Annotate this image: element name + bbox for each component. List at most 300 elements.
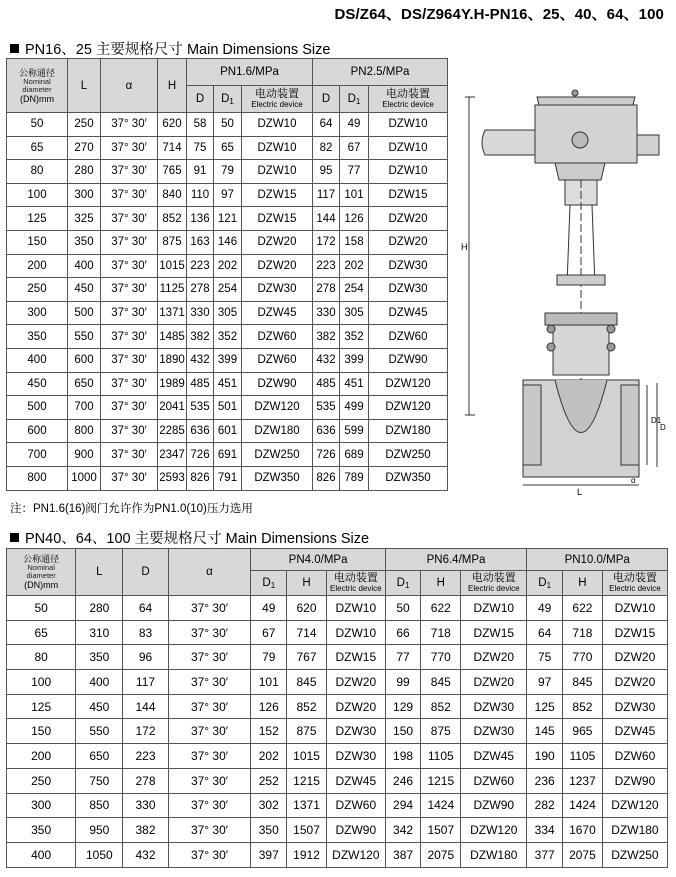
- table2-cell: 770: [563, 645, 603, 670]
- section2-title-text: PN40、64、100 主要规格尺寸 Main Dimensions Size: [25, 531, 370, 547]
- table1-cell: DZW120: [369, 396, 448, 420]
- table1-cell: 37° 30′: [101, 183, 158, 207]
- table1-cell: DZW15: [242, 207, 313, 231]
- table1-cell: 126: [340, 207, 369, 231]
- header-group-pn25: PN2.5/MPa: [313, 59, 448, 86]
- header-L: L: [76, 549, 123, 596]
- table1-cell: 800: [7, 466, 68, 490]
- table2-cell: 65: [7, 620, 76, 645]
- label-D1: D1: [651, 416, 662, 425]
- table2-cell: 387: [385, 842, 421, 867]
- table2-cell: 852: [421, 694, 461, 719]
- table2-cell: 37° 30′: [168, 818, 251, 843]
- table2-cell: 246: [385, 768, 421, 793]
- table2-cell: DZW120: [461, 818, 527, 843]
- header-nominal-diameter: 公称通径 Nominal diameter (DN)mm: [7, 549, 76, 596]
- table2-cell: 97: [527, 670, 563, 695]
- table1-cell: DZW180: [369, 419, 448, 443]
- table2-cell: 342: [385, 818, 421, 843]
- table1-cell: 451: [340, 372, 369, 396]
- table-row: [7, 325, 448, 349]
- table2-cell: 126: [251, 694, 287, 719]
- table1-cell: 49: [340, 113, 369, 137]
- table1-cell: 450: [7, 372, 68, 396]
- table2-cell: 49: [527, 596, 563, 621]
- table1-cell: 485: [313, 372, 340, 396]
- table2-cell: 37° 30′: [168, 620, 251, 645]
- table1-cell: 2347: [158, 443, 187, 467]
- table2-cell: 67: [251, 620, 287, 645]
- table1-cell: 382: [187, 325, 214, 349]
- table2-cell: 350: [76, 645, 123, 670]
- table1-cell: 37° 30′: [101, 325, 158, 349]
- table2-cell: 64: [123, 596, 168, 621]
- table1-cell: DZW250: [242, 443, 313, 467]
- table1-cell: 600: [68, 348, 101, 372]
- table1-cell: 110: [187, 183, 214, 207]
- table2-cell: 1507: [421, 818, 461, 843]
- table2-cell: 250: [7, 768, 76, 793]
- table1-cell: 636: [313, 419, 340, 443]
- table2-cell: 117: [123, 670, 168, 695]
- table1-cell: 37° 30′: [101, 160, 158, 184]
- table1-cell: 50: [214, 113, 242, 137]
- table2-cell: 64: [527, 620, 563, 645]
- table1-cell: 65: [7, 136, 68, 160]
- table1-cell: 58: [187, 113, 214, 137]
- table1-cell: 250: [68, 113, 101, 137]
- header-H: H: [563, 571, 603, 596]
- table1-cell: 278: [313, 278, 340, 302]
- table1-cell: 535: [187, 396, 214, 420]
- table1-cell: 270: [68, 136, 101, 160]
- table2-cell: DZW20: [602, 670, 667, 695]
- table2-cell: DZW15: [602, 620, 667, 645]
- header-group-pn100: PN10.0/MPa: [527, 549, 668, 571]
- table1-cell: DZW30: [369, 254, 448, 278]
- table2-cell: DZW90: [461, 793, 527, 818]
- table2-cell: 767: [287, 645, 327, 670]
- table1-cell: DZW60: [242, 325, 313, 349]
- table1-cell: DZW45: [242, 301, 313, 325]
- table2-cell: 75: [527, 645, 563, 670]
- table1-cell: 202: [214, 254, 242, 278]
- table1-cell: DZW10: [242, 160, 313, 184]
- table1-cell: 875: [158, 230, 187, 254]
- table2-cell: DZW45: [461, 744, 527, 769]
- table2-cell: DZW20: [461, 645, 527, 670]
- table1-cell: 77: [340, 160, 369, 184]
- table2-cell: 965: [563, 719, 603, 744]
- table2-cell: 172: [123, 719, 168, 744]
- table1-cell: 64: [313, 113, 340, 137]
- table1-cell: 80: [7, 160, 68, 184]
- table2-cell: 50: [385, 596, 421, 621]
- table1-cell: DZW20: [369, 207, 448, 231]
- table-row: [7, 372, 448, 396]
- table2-cell: 875: [287, 719, 327, 744]
- table2-cell: DZW30: [602, 694, 667, 719]
- table2-cell: 400: [76, 670, 123, 695]
- header-D1: $D_1$: [385, 571, 421, 596]
- table2-cell: 37° 30′: [168, 694, 251, 719]
- table1-cell: 37° 30′: [101, 396, 158, 420]
- table2-cell: 1670: [563, 818, 603, 843]
- table2-cell: 1050: [76, 842, 123, 867]
- table1-cell: 50: [7, 113, 68, 137]
- table1-cell: 1890: [158, 348, 187, 372]
- table-row: [7, 419, 448, 443]
- table-row: [7, 207, 448, 231]
- table1-cell: 136: [187, 207, 214, 231]
- table1-cell: DZW60: [369, 325, 448, 349]
- table2-cell: 845: [421, 670, 461, 695]
- table1-cell: 791: [214, 466, 242, 490]
- table1-cell: 65: [214, 136, 242, 160]
- table1-cell: 451: [214, 372, 242, 396]
- table2-cell: DZW10: [602, 596, 667, 621]
- table2-cell: 125: [527, 694, 563, 719]
- table2-cell: 432: [123, 842, 168, 867]
- table1-cell: 826: [187, 466, 214, 490]
- table2-cell: 37° 30′: [168, 793, 251, 818]
- table1-cell: 840: [158, 183, 187, 207]
- table1-cell: 400: [7, 348, 68, 372]
- table1-cell: 254: [214, 278, 242, 302]
- table2-cell: 377: [527, 842, 563, 867]
- table1-cell: 300: [7, 301, 68, 325]
- table-row: [7, 620, 668, 645]
- table2-cell: 1215: [421, 768, 461, 793]
- table-row: [7, 183, 448, 207]
- table2-cell: 79: [251, 645, 287, 670]
- table2-cell: 198: [385, 744, 421, 769]
- motor-shape: [482, 130, 535, 155]
- table1-cell: 714: [158, 136, 187, 160]
- table2-cell: 1105: [563, 744, 603, 769]
- table1-cell: 352: [340, 325, 369, 349]
- header-D: D: [313, 86, 340, 113]
- table2-cell: 310: [76, 620, 123, 645]
- table2-cell: 125: [7, 694, 76, 719]
- header-D1: $D_1$: [527, 571, 563, 596]
- table2-cell: 850: [76, 793, 123, 818]
- table1-cell: DZW30: [369, 278, 448, 302]
- header-electric-device: 电动装置 Electric device: [369, 86, 448, 113]
- table2-cell: 334: [527, 818, 563, 843]
- table2-cell: DZW20: [602, 645, 667, 670]
- table-row: [7, 113, 448, 137]
- table2-cell: 145: [527, 719, 563, 744]
- table2-cell: DZW20: [326, 694, 385, 719]
- table2-cell: DZW15: [461, 620, 527, 645]
- table-row: [7, 301, 448, 325]
- table2-cell: 282: [527, 793, 563, 818]
- table1-cell: 330: [313, 301, 340, 325]
- handwheel-shape: [537, 97, 635, 105]
- header-H: H: [421, 571, 461, 596]
- table2-cell: DZW250: [602, 842, 667, 867]
- table1-cell: 250: [7, 278, 68, 302]
- table2-cell: 397: [251, 842, 287, 867]
- table2-cell: 1371: [287, 793, 327, 818]
- table2-cell: 144: [123, 694, 168, 719]
- table2-cell: 96: [123, 645, 168, 670]
- table1-cell: 37° 30′: [101, 443, 158, 467]
- table1-cell: 254: [340, 278, 369, 302]
- table1-cell: 158: [340, 230, 369, 254]
- table-row: [7, 278, 448, 302]
- header-D1: $D_1$: [214, 86, 242, 113]
- table2-cell: DZW10: [326, 620, 385, 645]
- table1-cell: 97: [214, 183, 242, 207]
- table1-cell: 150: [7, 230, 68, 254]
- table2-cell: 150: [7, 719, 76, 744]
- table2-cell: 350: [7, 818, 76, 843]
- table2-cell: 129: [385, 694, 421, 719]
- table1-cell: 500: [68, 301, 101, 325]
- table2-cell: 152: [251, 719, 287, 744]
- table2-cell: 382: [123, 818, 168, 843]
- table-row: [7, 793, 668, 818]
- header-D1: $D_1$: [251, 571, 287, 596]
- gate-valve-drawing: [455, 85, 670, 497]
- table2-cell: DZW60: [461, 768, 527, 793]
- table1-cell: DZW20: [242, 254, 313, 278]
- table2-cell: 1105: [421, 744, 461, 769]
- table2-cell: DZW15: [326, 645, 385, 670]
- table1-cell: DZW90: [369, 348, 448, 372]
- table1-cell: 500: [7, 396, 68, 420]
- table1-cell: DZW10: [369, 113, 448, 137]
- table1-cell: DZW45: [369, 301, 448, 325]
- table1-cell: 278: [187, 278, 214, 302]
- table1-cell: 280: [68, 160, 101, 184]
- table2-cell: 50: [7, 596, 76, 621]
- table-row: [7, 466, 448, 490]
- table-row: [7, 818, 668, 843]
- table1-cell: 485: [187, 372, 214, 396]
- table1-cell: 82: [313, 136, 340, 160]
- table1-cell: 789: [340, 466, 369, 490]
- table1-cell: 101: [340, 183, 369, 207]
- table1-cell: 599: [340, 419, 369, 443]
- table1-cell: 325: [68, 207, 101, 231]
- table1-cell: 2041: [158, 396, 187, 420]
- table2-cell: 550: [76, 719, 123, 744]
- table1-cell: 700: [7, 443, 68, 467]
- table2-cell: 302: [251, 793, 287, 818]
- table-row: [7, 160, 448, 184]
- table2-cell: 80: [7, 645, 76, 670]
- table1-cell: 305: [214, 301, 242, 325]
- table1-cell: 382: [313, 325, 340, 349]
- table1-cell: 144: [313, 207, 340, 231]
- table1-cell: 37° 30′: [101, 348, 158, 372]
- label-H: H: [461, 242, 468, 252]
- table2-cell: 1507: [287, 818, 327, 843]
- section1-title-text: PN16、25 主要规格尺寸 Main Dimensions Size: [25, 42, 331, 58]
- table1-cell: 826: [313, 466, 340, 490]
- table2-cell: 770: [421, 645, 461, 670]
- table1-cell: 600: [7, 419, 68, 443]
- table2-cell: 1215: [287, 768, 327, 793]
- header-electric-device: 电动装置 Electric device: [326, 571, 385, 596]
- header-group-pn40: PN4.0/MPa: [251, 549, 385, 571]
- table2-cell: 252: [251, 768, 287, 793]
- label-L: L: [577, 487, 583, 497]
- header-L: L: [68, 59, 101, 113]
- table1-cell: 202: [340, 254, 369, 278]
- table1-cell: 37° 30′: [101, 466, 158, 490]
- table1-cell: DZW120: [369, 372, 448, 396]
- table1-cell: 1485: [158, 325, 187, 349]
- table2-cell: 1015: [287, 744, 327, 769]
- table1-cell: 2593: [158, 466, 187, 490]
- header-electric-device: 电动装置 Electric device: [461, 571, 527, 596]
- table2-cell: 300: [7, 793, 76, 818]
- table2-cell: DZW180: [461, 842, 527, 867]
- table1-cell: DZW60: [242, 348, 313, 372]
- table2-cell: 280: [76, 596, 123, 621]
- section2-title: [10, 527, 369, 548]
- table2-cell: 37° 30′: [168, 719, 251, 744]
- table1-cell: 1015: [158, 254, 187, 278]
- table1-cell: 37° 30′: [101, 301, 158, 325]
- table2-cell: DZW45: [326, 768, 385, 793]
- header-H: H: [158, 59, 187, 113]
- label-alpha: α: [631, 476, 636, 485]
- table1-cell: 691: [214, 443, 242, 467]
- page-title: DS/Z64、DS/Z964Y.H-PN16、25、40、64、100: [334, 6, 664, 23]
- table1-cell: DZW90: [242, 372, 313, 396]
- table1-cell: 450: [68, 278, 101, 302]
- table2-cell: 200: [7, 744, 76, 769]
- table1-cell: DZW20: [369, 230, 448, 254]
- table1-cell: DZW350: [369, 466, 448, 490]
- table-row: [7, 694, 668, 719]
- table1-cell: 223: [313, 254, 340, 278]
- table1-cell: DZW15: [242, 183, 313, 207]
- table1-cell: 100: [7, 183, 68, 207]
- table1-cell: 1000: [68, 466, 101, 490]
- table1-cell: 37° 30′: [101, 372, 158, 396]
- table2-cell: DZW30: [461, 719, 527, 744]
- header-D: D: [187, 86, 214, 113]
- table2-cell: 37° 30′: [168, 768, 251, 793]
- table2-cell: DZW120: [602, 793, 667, 818]
- table1-cell: 330: [187, 301, 214, 325]
- table-row: [7, 670, 668, 695]
- table2-cell: 37° 30′: [168, 842, 251, 867]
- table1-cell: 37° 30′: [101, 230, 158, 254]
- table2-cell: 620: [287, 596, 327, 621]
- table1-cell: 399: [214, 348, 242, 372]
- table2-cell: DZW30: [326, 744, 385, 769]
- header-alpha: α: [101, 59, 158, 113]
- table-row: [7, 443, 448, 467]
- table2-cell: 852: [563, 694, 603, 719]
- table2-cell: DZW60: [602, 744, 667, 769]
- header-group-pn64: PN6.4/MPa: [385, 549, 527, 571]
- table-row: [7, 719, 668, 744]
- table2-cell: 750: [76, 768, 123, 793]
- table-row: [7, 230, 448, 254]
- table2-cell: 852: [287, 694, 327, 719]
- table1-cell: 400: [68, 254, 101, 278]
- table1-cell: 350: [68, 230, 101, 254]
- table1-cell: 163: [187, 230, 214, 254]
- table2-cell: 845: [287, 670, 327, 695]
- table2-cell: 622: [421, 596, 461, 621]
- table1-cell: 535: [313, 396, 340, 420]
- table1-cell: DZW20: [242, 230, 313, 254]
- table2-cell: 845: [563, 670, 603, 695]
- table1-cell: DZW120: [242, 396, 313, 420]
- table2-cell: 400: [7, 842, 76, 867]
- table1-cell: 1125: [158, 278, 187, 302]
- table2-cell: DZW20: [326, 670, 385, 695]
- table1-cell: 37° 30′: [101, 207, 158, 231]
- table2-cell: 278: [123, 768, 168, 793]
- table2-cell: 450: [76, 694, 123, 719]
- header-D1: $D_1$: [340, 86, 369, 113]
- bullet-square-icon: [10, 533, 19, 542]
- table2-cell: 190: [527, 744, 563, 769]
- table-note: 注：PN1.6(16)阀门允许作为PN1.0(10)压力选用: [10, 503, 253, 515]
- table2-cell: 718: [421, 620, 461, 645]
- table2-cell: DZW180: [602, 818, 667, 843]
- table2-cell: 350: [251, 818, 287, 843]
- table2-cell: DZW45: [602, 719, 667, 744]
- table2-cell: DZW60: [326, 793, 385, 818]
- table1-cell: 37° 30′: [101, 136, 158, 160]
- table2-cell: 83: [123, 620, 168, 645]
- table1-cell: 499: [340, 396, 369, 420]
- table1-cell: 121: [214, 207, 242, 231]
- table2-cell: 622: [563, 596, 603, 621]
- table2-cell: 2075: [421, 842, 461, 867]
- header-electric-device: 电动装置 Electric device: [602, 571, 667, 596]
- dimensions-table-pn40-64-100: [6, 548, 668, 868]
- table2-cell: 37° 30′: [168, 596, 251, 621]
- header-D: D: [123, 549, 168, 596]
- table1-cell: 2285: [158, 419, 187, 443]
- dimensions-table-pn16-25: [6, 58, 448, 491]
- header-H: H: [287, 571, 327, 596]
- table2-cell: 875: [421, 719, 461, 744]
- table1-cell: 117: [313, 183, 340, 207]
- table-row: [7, 596, 668, 621]
- table1-cell: 37° 30′: [101, 113, 158, 137]
- table1-cell: 432: [313, 348, 340, 372]
- table1-cell: 800: [68, 419, 101, 443]
- table-row: [7, 744, 668, 769]
- table1-cell: 501: [214, 396, 242, 420]
- table2-cell: DZW30: [461, 694, 527, 719]
- table1-cell: 305: [340, 301, 369, 325]
- table1-cell: DZW10: [242, 136, 313, 160]
- table1-cell: 852: [158, 207, 187, 231]
- table2-cell: DZW10: [326, 596, 385, 621]
- table1-cell: DZW350: [242, 466, 313, 490]
- table-row: [7, 136, 448, 160]
- table1-cell: 726: [313, 443, 340, 467]
- table1-cell: 91: [187, 160, 214, 184]
- bullet-square-icon: [10, 44, 19, 53]
- table-row: [7, 348, 448, 372]
- table1-cell: 765: [158, 160, 187, 184]
